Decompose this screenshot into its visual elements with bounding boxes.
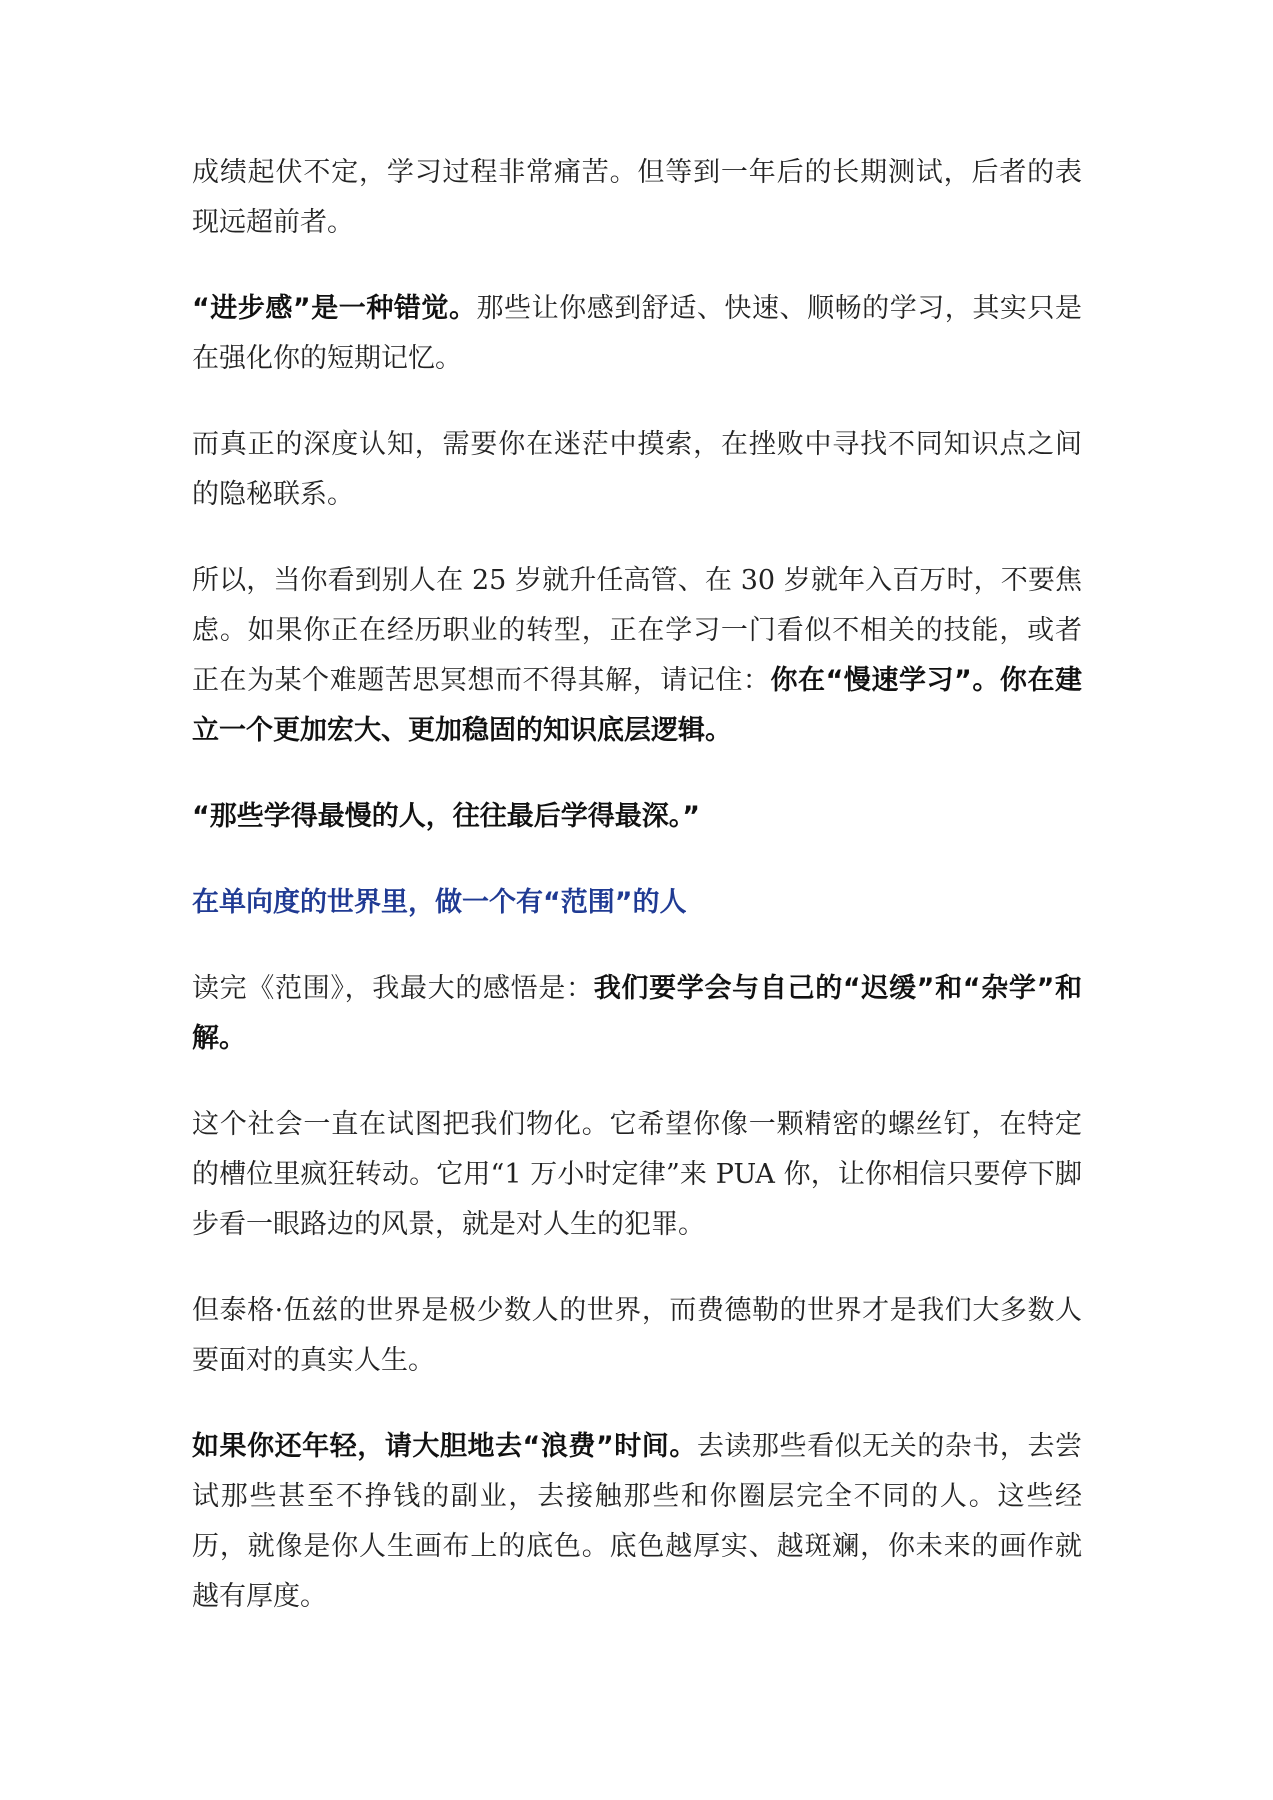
paragraph-9-bold-lead: 如果你还年轻，请大胆地去“浪费”时间。 [192,1431,697,1462]
section-heading: 在单向度的世界里，做一个有“范围”的人 [192,887,687,918]
article-body [192,148,1082,1658]
paragraph-4 [192,556,1082,756]
quote-text: “那些学得最慢的人，往往最后学得最深。” [192,801,700,832]
paragraph-3 [192,420,1082,520]
paragraph-2-bold-lead: “进步感”是一种错觉。 [192,293,477,324]
paragraph-9-text: 去读那些看似无关的杂书，去尝试那些甚至不挣钱的副业，去接触那些和你圈层完全不同的人。这些经历，就像是你人生画布上的底色。底色越厚实、越斑斓，你未来的画作就越有厚度。 [192,1431,1082,1612]
paragraph-6 [192,964,1082,1064]
paragraph-2-text: 那些让你感到舒适、快速、顺畅的学习，其实只是在强化你的短期记忆。 [192,293,1082,374]
paragraph-8-text: 但泰格·伍兹的世界是极少数人的世界，而费德勒的世界才是我们大多数人要面对的真实人生。 [192,1295,1082,1376]
paragraph-4-bold-conclusion: 你在“慢速学习”。你在建立一个更加宏大、更加稳固的知识底层逻辑。 [192,665,1082,746]
paragraph-2 [192,284,1082,384]
paragraph-9 [192,1422,1082,1622]
paragraph-8 [192,1286,1082,1386]
paragraph-7-text: 这个社会一直在试图把我们物化。它希望你像一颗精密的螺丝钉，在特定的槽位里疯狂转动。它用“1 万小时定律”来 PUA 你，让你相信只要停下脚步看一眼路边的风景，就是对人生的犯罪。 [192,1109,1082,1240]
quote-paragraph [192,792,1082,842]
paragraph-3-text: 而真正的深度认知，需要你在迷茫中摸索，在挫败中寻找不同知识点之间的隐秘联系。 [192,429,1082,510]
paragraph-1 [192,148,1082,248]
paragraph-7 [192,1100,1082,1250]
paragraph-6-text: 读完《范围》，我最大的感悟是： [192,973,594,1004]
paragraph-6-bold-text: 我们要学会与自己的“迟缓”和“杂学”和解。 [192,973,1082,1054]
paragraph-1-text: 成绩起伏不定，学习过程非常痛苦。但等到一年后的长期测试，后者的表现远超前者。 [192,157,1082,238]
paragraph-4-text: 所以，当你看到别人在 25 岁就升任高管、在 30 岁就年入百万时，不要焦虑。如果你正在经历职业的转型，正在学习一门看似不相关的技能，或者正在为某个难题苦思冥想而不得其解，请记住： [192,565,1082,696]
